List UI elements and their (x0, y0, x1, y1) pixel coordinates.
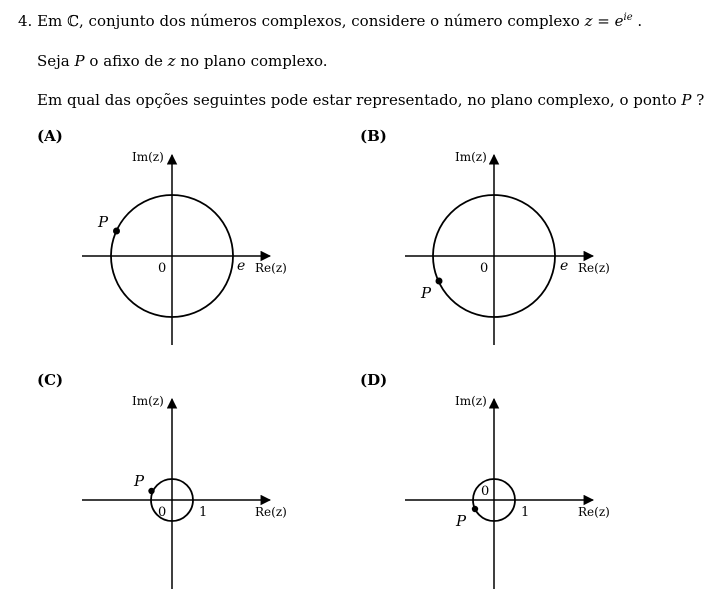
option-d-diagram[interactable] (405, 394, 610, 589)
option-a-diagram[interactable] (82, 150, 287, 345)
question-text-middle: , conjunto dos números complexos, considere o número complexo (79, 12, 580, 30)
im-label: Im(z) (455, 150, 487, 164)
re-label: Re(z) (578, 261, 610, 275)
line2-text-middle: o afixo de (89, 52, 163, 70)
line2-z-variable: z (167, 52, 176, 70)
base-e: e (614, 12, 624, 30)
re-label: Re(z) (578, 505, 610, 519)
im-label: Im(z) (455, 394, 487, 408)
point-label: P (98, 213, 109, 231)
p-variable: P (74, 52, 85, 70)
question-mark: ? (696, 91, 704, 109)
radius-label: 1 (521, 505, 530, 520)
radius-label: e (237, 258, 246, 274)
radius-label: 1 (199, 505, 208, 520)
question-text-start: Em (37, 12, 63, 30)
question-number: 4. (18, 12, 33, 30)
complex-set-symbol: ℂ (67, 12, 80, 30)
re-label: Re(z) (255, 261, 287, 275)
point-label: P (456, 512, 467, 530)
period: . (637, 12, 643, 30)
point-p (113, 228, 120, 235)
line2-text-start: Seja (37, 52, 70, 70)
point-p (436, 278, 443, 285)
point-p (472, 506, 478, 512)
origin-label: 0 (480, 261, 489, 276)
z-variable: z (584, 12, 593, 30)
option-d-label[interactable]: (D) (360, 371, 388, 389)
option-b-diagram[interactable] (405, 150, 610, 345)
equals-sign: = (597, 12, 610, 30)
im-label: Im(z) (132, 394, 164, 408)
radius-label: e (560, 258, 569, 274)
point-label: P (134, 472, 145, 490)
line3-p-variable: P (681, 91, 692, 109)
option-c-diagram[interactable] (82, 394, 287, 589)
line3-text: Em qual das opções seguintes pode estar representado, no plano complexo, o ponto (37, 91, 677, 109)
re-label: Re(z) (255, 505, 287, 519)
origin-label: 0 (481, 484, 490, 499)
origin-label: 0 (158, 505, 167, 520)
option-b-label[interactable]: (B) (360, 127, 387, 145)
point-label: P (421, 284, 432, 302)
point-p (148, 488, 154, 494)
line2-text-end: no plano complexo. (180, 52, 328, 70)
origin-label: 0 (158, 261, 167, 276)
option-a-label[interactable]: (A) (37, 127, 63, 145)
exponent: ie (623, 12, 633, 23)
option-c-label[interactable]: (C) (37, 371, 64, 389)
im-label: Im(z) (132, 150, 164, 164)
